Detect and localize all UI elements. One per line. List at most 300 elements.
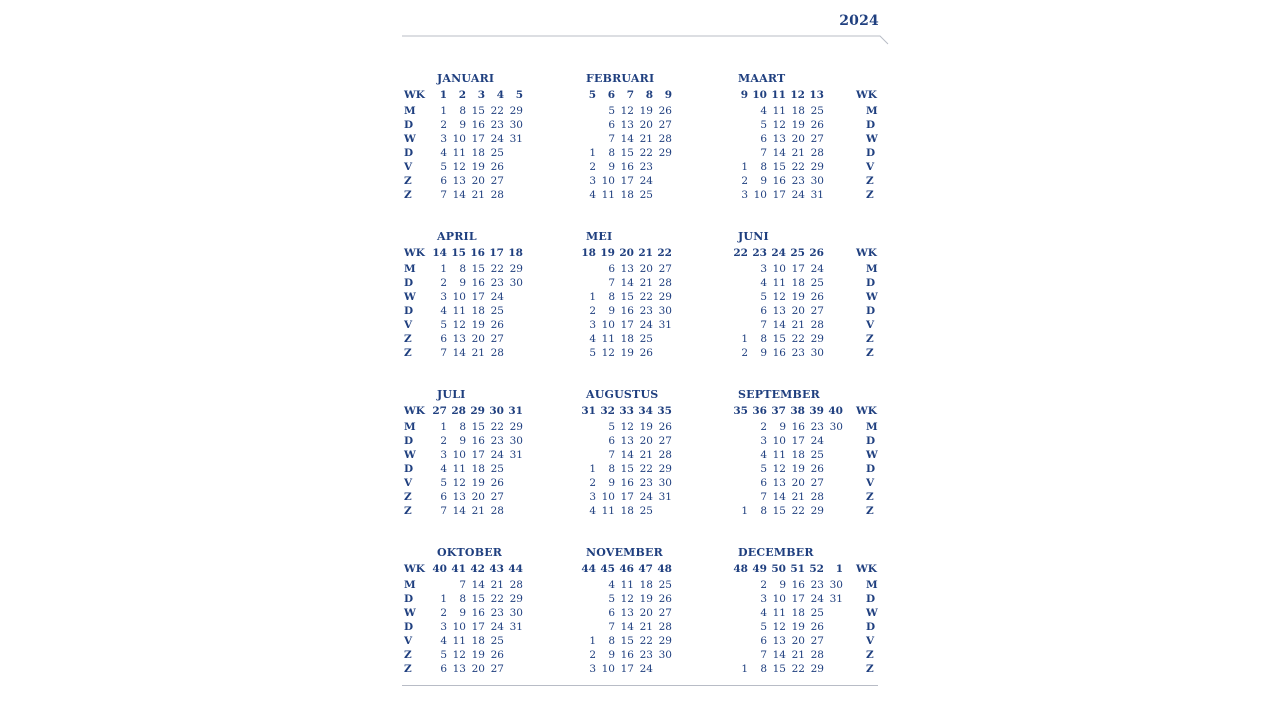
day-cell: 24	[639, 175, 653, 187]
day-cell: 22	[490, 105, 504, 117]
day-cell: 25	[639, 505, 653, 517]
day-cell: 15	[772, 663, 786, 675]
week-number: 5	[515, 89, 523, 101]
weekday-label: Z	[404, 333, 412, 345]
day-cell: 20	[791, 635, 805, 647]
day-cell: 21	[471, 347, 485, 359]
week-number: 35	[657, 405, 672, 417]
day-cell: 2	[440, 607, 447, 619]
day-cell: 5	[608, 105, 615, 117]
week-number: 33	[619, 405, 634, 417]
day-cell: 1	[589, 635, 596, 647]
day-cell: 7	[608, 621, 615, 633]
week-label: WK	[856, 405, 877, 417]
day-cell: 2	[589, 477, 596, 489]
weekday-label: D	[404, 463, 414, 475]
day-cell: 26	[658, 105, 672, 117]
day-cell: 4	[589, 189, 596, 201]
day-cell: 19	[639, 421, 653, 433]
calendar-page	[400, 0, 880, 720]
weekday-label: Z	[404, 649, 412, 661]
day-cell: 25	[810, 105, 824, 117]
day-cell: 4	[760, 105, 767, 117]
week-number: 28	[451, 405, 466, 417]
day-cell: 13	[772, 635, 786, 647]
week-number: 5	[588, 89, 596, 101]
weekday-label: Z	[866, 175, 874, 187]
day-cell: 11	[601, 189, 615, 201]
day-cell: 30	[509, 119, 523, 131]
day-cell: 28	[658, 277, 672, 289]
week-number: 10	[752, 89, 767, 101]
weekday-label: D	[866, 593, 876, 605]
month-name: MEI	[586, 230, 613, 243]
day-cell: 26	[810, 463, 824, 475]
day-cell: 11	[772, 607, 786, 619]
week-number: 38	[790, 405, 805, 417]
day-cell: 14	[452, 189, 466, 201]
day-cell: 27	[490, 175, 504, 187]
weekday-label: Z	[404, 505, 412, 517]
day-cell: 17	[791, 593, 805, 605]
day-cell: 12	[772, 291, 786, 303]
week-number: 29	[470, 405, 485, 417]
day-cell: 5	[608, 421, 615, 433]
day-cell: 21	[639, 449, 653, 461]
day-cell: 21	[490, 579, 504, 591]
day-cell: 14	[471, 579, 485, 591]
day-cell: 10	[452, 291, 466, 303]
day-cell: 14	[620, 449, 634, 461]
day-cell: 4	[608, 579, 615, 591]
day-cell: 3	[741, 189, 748, 201]
week-label: WK	[856, 89, 877, 101]
weekday-label: V	[404, 161, 413, 173]
day-cell: 28	[810, 147, 824, 159]
day-cell: 16	[791, 579, 805, 591]
day-cell: 31	[509, 133, 523, 145]
week-number: 21	[638, 247, 653, 259]
weekday-label: Z	[866, 505, 874, 517]
day-cell: 1	[440, 421, 447, 433]
weekday-label: Z	[866, 333, 874, 345]
weekday-label: M	[404, 105, 416, 117]
month-block-januari	[437, 72, 581, 202]
day-cell: 8	[608, 147, 615, 159]
day-cell: 17	[471, 449, 485, 461]
day-cell: 18	[791, 105, 805, 117]
day-cell: 2	[741, 347, 748, 359]
day-cell: 24	[490, 133, 504, 145]
month-name: AUGUSTUS	[586, 388, 659, 401]
day-cell: 28	[509, 579, 523, 591]
week-number: 49	[752, 563, 767, 575]
week-number: 30	[489, 405, 504, 417]
weekday-label: Z	[404, 175, 412, 187]
day-cell: 5	[440, 477, 447, 489]
month-name: FEBRUARI	[586, 72, 655, 85]
day-cell: 15	[772, 161, 786, 173]
week-number: 40	[828, 405, 843, 417]
day-cell: 1	[741, 333, 748, 345]
weekday-label: D	[404, 435, 414, 447]
day-cell: 21	[639, 133, 653, 145]
month-block-november	[581, 546, 730, 676]
day-cell: 12	[601, 347, 615, 359]
day-cell: 9	[608, 305, 615, 317]
week-label: WK	[404, 563, 425, 575]
weekday-label: Z	[866, 189, 874, 201]
weekday-label: V	[404, 319, 413, 331]
day-cell: 15	[620, 463, 634, 475]
month-name: OKTOBER	[437, 546, 503, 559]
day-cell: 11	[452, 147, 466, 159]
day-cell: 6	[760, 477, 767, 489]
day-cell: 30	[509, 607, 523, 619]
day-cell: 12	[620, 421, 634, 433]
day-cell: 3	[589, 175, 596, 187]
day-cell: 6	[760, 635, 767, 647]
week-number: 41	[451, 563, 466, 575]
day-cell: 20	[471, 663, 485, 675]
day-cell: 31	[509, 449, 523, 461]
day-cell: 23	[490, 435, 504, 447]
week-number: 44	[581, 563, 596, 575]
day-cell: 6	[440, 175, 447, 187]
day-cell: 26	[490, 649, 504, 661]
week-number: 4	[496, 89, 504, 101]
day-cell: 2	[440, 277, 447, 289]
day-cell: 29	[658, 463, 672, 475]
day-cell: 28	[658, 621, 672, 633]
weekday-label: Z	[866, 649, 874, 661]
day-cell: 18	[471, 305, 485, 317]
day-cell: 15	[471, 263, 485, 275]
day-cell: 3	[440, 449, 447, 461]
day-cell: 25	[810, 277, 824, 289]
day-cell: 11	[601, 333, 615, 345]
day-cell: 18	[639, 579, 653, 591]
day-cell: 2	[440, 119, 447, 131]
week-number: 52	[809, 563, 824, 575]
weekday-label: D	[404, 305, 414, 317]
day-cell: 28	[810, 491, 824, 503]
day-cell: 11	[772, 277, 786, 289]
day-cell: 8	[459, 263, 466, 275]
day-cell: 7	[760, 147, 767, 159]
day-cell: 14	[620, 621, 634, 633]
day-cell: 7	[459, 579, 466, 591]
day-cell: 23	[490, 119, 504, 131]
day-cell: 22	[791, 161, 805, 173]
day-cell: 23	[791, 175, 805, 187]
day-cell: 27	[658, 263, 672, 275]
day-cell: 19	[471, 161, 485, 173]
day-cell: 3	[440, 291, 447, 303]
day-cell: 30	[829, 421, 843, 433]
weekday-label: W	[404, 449, 416, 461]
day-cell: 9	[459, 435, 466, 447]
week-number: 24	[771, 247, 786, 259]
day-cell: 7	[608, 133, 615, 145]
weekday-label: M	[866, 421, 878, 433]
week-number: 11	[771, 89, 786, 101]
week-number: 31	[508, 405, 523, 417]
weekday-label: M	[404, 579, 416, 591]
week-number: 8	[645, 89, 653, 101]
day-cell: 27	[658, 119, 672, 131]
day-cell: 5	[760, 291, 767, 303]
day-cell: 25	[490, 147, 504, 159]
day-cell: 17	[620, 319, 634, 331]
week-label: WK	[404, 89, 425, 101]
day-cell: 13	[620, 607, 634, 619]
weekday-label: Z	[404, 491, 412, 503]
day-cell: 13	[620, 435, 634, 447]
day-cell: 14	[772, 319, 786, 331]
day-cell: 10	[601, 319, 615, 331]
week-number: 36	[752, 405, 767, 417]
day-cell: 1	[741, 663, 748, 675]
month-block-april	[432, 230, 581, 360]
day-cell: 12	[620, 593, 634, 605]
weekday-label: D	[404, 119, 414, 131]
day-cell: 4	[440, 305, 447, 317]
week-number: 25	[790, 247, 805, 259]
day-cell: 20	[471, 175, 485, 187]
day-cell: 8	[760, 161, 767, 173]
day-cell: 14	[452, 347, 466, 359]
day-cell: 24	[639, 663, 653, 675]
week-number: 46	[619, 563, 634, 575]
month-name: JUNI	[738, 230, 769, 243]
day-cell: 24	[810, 263, 824, 275]
day-cell: 28	[810, 319, 824, 331]
day-cell: 2	[760, 579, 767, 591]
day-cell: 5	[440, 319, 447, 331]
day-cell: 21	[791, 491, 805, 503]
week-number: 23	[752, 247, 767, 259]
day-cell: 19	[471, 319, 485, 331]
day-cell: 20	[791, 305, 805, 317]
day-cell: 16	[772, 347, 786, 359]
day-cell: 26	[810, 291, 824, 303]
day-cell: 10	[772, 435, 786, 447]
bottom-divider	[402, 685, 878, 686]
day-cell: 6	[760, 305, 767, 317]
day-cell: 27	[810, 133, 824, 145]
day-cell: 11	[452, 305, 466, 317]
day-cell: 21	[639, 621, 653, 633]
weekday-label: Z	[404, 189, 412, 201]
day-cell: 2	[440, 435, 447, 447]
day-cell: 10	[452, 449, 466, 461]
day-cell: 24	[490, 621, 504, 633]
weekday-label: D	[866, 621, 876, 633]
day-cell: 21	[639, 277, 653, 289]
day-cell: 17	[471, 291, 485, 303]
day-cell: 19	[791, 463, 805, 475]
day-cell: 29	[658, 635, 672, 647]
day-cell: 18	[620, 333, 634, 345]
week-number: 14	[432, 247, 447, 259]
weekday-label: V	[866, 635, 875, 647]
weekday-label: W	[866, 607, 878, 619]
day-cell: 10	[601, 663, 615, 675]
week-label: WK	[856, 563, 877, 575]
day-cell: 19	[471, 477, 485, 489]
week-number: 3	[477, 89, 485, 101]
day-cell: 17	[620, 491, 634, 503]
day-cell: 19	[639, 105, 653, 117]
day-cell: 18	[620, 505, 634, 517]
weekday-label: D	[866, 277, 876, 289]
week-number: 18	[581, 247, 596, 259]
day-cell: 26	[490, 161, 504, 173]
day-cell: 8	[608, 635, 615, 647]
day-cell: 23	[490, 607, 504, 619]
day-cell: 7	[440, 347, 447, 359]
weekday-label: W	[404, 291, 416, 303]
day-cell: 11	[601, 505, 615, 517]
day-cell: 19	[791, 119, 805, 131]
week-number: 48	[657, 563, 672, 575]
day-cell: 8	[760, 663, 767, 675]
day-cell: 16	[620, 649, 634, 661]
day-cell: 12	[772, 621, 786, 633]
day-cell: 18	[791, 449, 805, 461]
week-label: WK	[404, 405, 425, 417]
weekday-label: D	[404, 593, 414, 605]
week-number: 50	[771, 563, 786, 575]
day-cell: 30	[658, 649, 672, 661]
day-cell: 13	[620, 119, 634, 131]
day-cell: 2	[589, 649, 596, 661]
week-number: 9	[664, 89, 672, 101]
day-cell: 25	[810, 449, 824, 461]
day-cell: 3	[440, 133, 447, 145]
day-cell: 23	[810, 421, 824, 433]
weekday-label: D	[866, 147, 876, 159]
day-cell: 19	[471, 649, 485, 661]
day-cell: 11	[772, 105, 786, 117]
day-cell: 28	[658, 133, 672, 145]
day-cell: 1	[589, 463, 596, 475]
day-cell: 13	[452, 333, 466, 345]
day-cell: 31	[658, 491, 672, 503]
day-cell: 12	[452, 161, 466, 173]
day-cell: 3	[589, 319, 596, 331]
day-cell: 26	[658, 421, 672, 433]
day-cell: 6	[608, 607, 615, 619]
weekday-label: Z	[404, 347, 412, 359]
day-cell: 29	[509, 105, 523, 117]
day-cell: 9	[459, 119, 466, 131]
day-cell: 12	[620, 105, 634, 117]
day-cell: 30	[658, 305, 672, 317]
day-cell: 19	[620, 347, 634, 359]
day-cell: 30	[810, 347, 824, 359]
day-cell: 5	[440, 649, 447, 661]
day-cell: 28	[490, 347, 504, 359]
day-cell: 22	[639, 291, 653, 303]
day-cell: 16	[471, 607, 485, 619]
day-cell: 1	[741, 161, 748, 173]
day-cell: 4	[760, 449, 767, 461]
week-number: 42	[470, 563, 485, 575]
month-name: MAART	[738, 72, 786, 85]
day-cell: 7	[608, 449, 615, 461]
day-cell: 31	[810, 189, 824, 201]
weekday-label: Z	[866, 491, 874, 503]
day-cell: 24	[810, 593, 824, 605]
day-cell: 29	[509, 421, 523, 433]
day-cell: 21	[791, 319, 805, 331]
day-cell: 3	[589, 491, 596, 503]
day-cell: 11	[772, 449, 786, 461]
weekday-label: V	[866, 319, 875, 331]
day-cell: 9	[608, 477, 615, 489]
day-cell: 23	[639, 477, 653, 489]
day-cell: 3	[440, 621, 447, 633]
weekday-label: M	[866, 263, 878, 275]
day-cell: 16	[772, 175, 786, 187]
day-cell: 14	[772, 147, 786, 159]
day-cell: 1	[440, 593, 447, 605]
day-cell: 6	[440, 333, 447, 345]
day-cell: 8	[459, 593, 466, 605]
day-cell: 25	[490, 463, 504, 475]
day-cell: 9	[459, 277, 466, 289]
day-cell: 29	[509, 593, 523, 605]
weekday-label: V	[404, 635, 413, 647]
month-name: DECEMBER	[738, 546, 814, 559]
weekday-label: Z	[866, 347, 874, 359]
day-cell: 10	[452, 133, 466, 145]
day-cell: 30	[810, 175, 824, 187]
day-cell: 12	[452, 319, 466, 331]
day-cell: 8	[608, 463, 615, 475]
month-name: JANUARI	[437, 72, 495, 85]
day-cell: 12	[772, 463, 786, 475]
day-cell: 8	[459, 105, 466, 117]
day-cell: 1	[440, 105, 447, 117]
day-cell: 20	[471, 333, 485, 345]
day-cell: 20	[471, 491, 485, 503]
day-cell: 29	[658, 147, 672, 159]
day-cell: 12	[452, 477, 466, 489]
day-cell: 20	[791, 133, 805, 145]
day-cell: 25	[810, 607, 824, 619]
day-cell: 26	[810, 621, 824, 633]
day-cell: 9	[608, 649, 615, 661]
day-cell: 9	[608, 161, 615, 173]
day-cell: 13	[452, 491, 466, 503]
day-cell: 7	[608, 277, 615, 289]
week-number: 6	[607, 89, 615, 101]
week-number: 27	[432, 405, 447, 417]
day-cell: 10	[772, 263, 786, 275]
weekday-label: D	[866, 463, 876, 475]
day-cell: 13	[452, 663, 466, 675]
week-number: 51	[790, 563, 805, 575]
week-number: 18	[508, 247, 523, 259]
week-number: 26	[809, 247, 824, 259]
day-cell: 26	[658, 593, 672, 605]
week-number: 39	[809, 405, 824, 417]
day-cell: 10	[772, 593, 786, 605]
weekday-label: V	[866, 477, 875, 489]
